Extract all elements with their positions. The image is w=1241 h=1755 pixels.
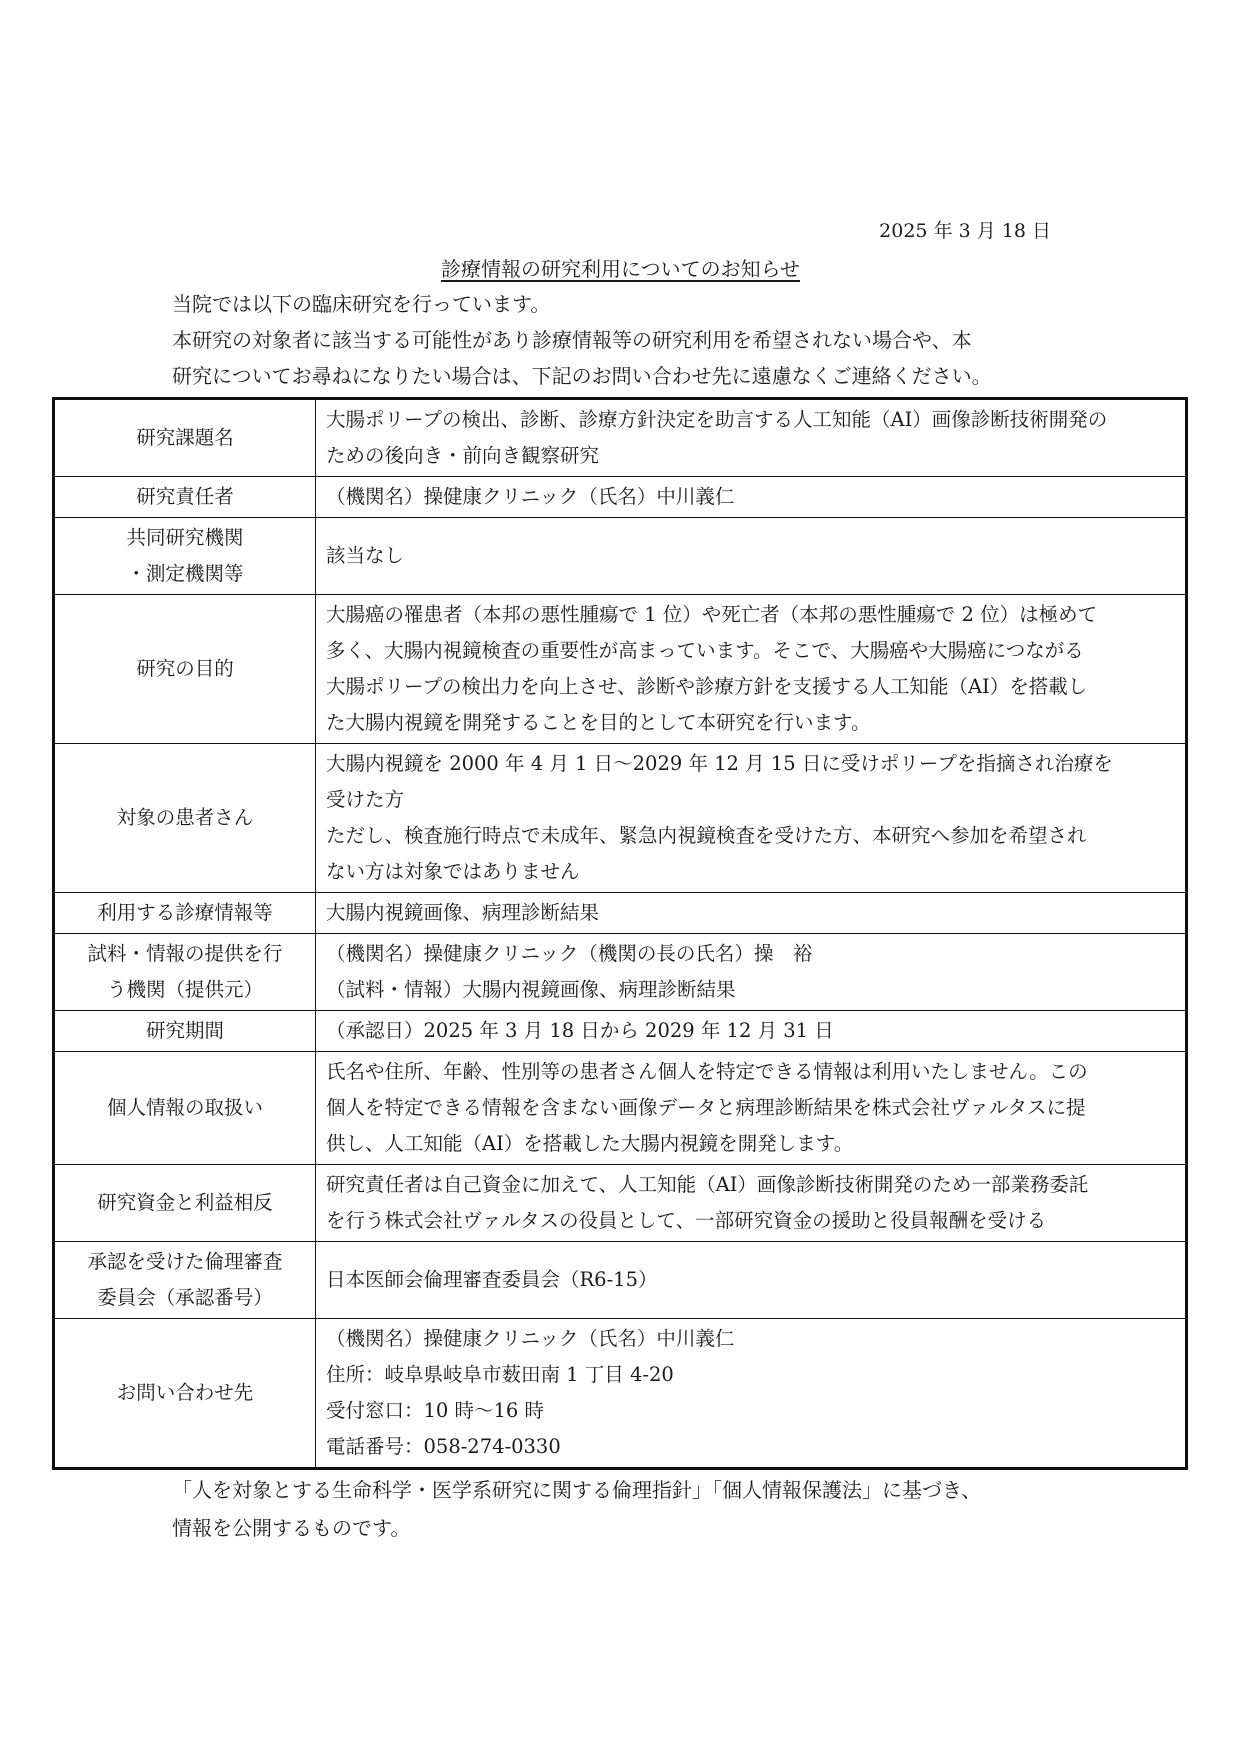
row-label-text: 試料・情報の提供を行 <box>87 942 283 965</box>
row-value-text: （試料・情報）大腸内視鏡画像、病理診断結果 <box>326 978 736 1001</box>
table-row <box>54 518 1187 595</box>
table-row <box>54 893 1187 934</box>
row-label-text: 研究責任者 <box>136 485 234 508</box>
row-value-text: 氏名や住所、年齢、性別等の患者さん個人を特定できる情報は利用いたしません。この <box>326 1060 1088 1083</box>
row-label-cell <box>54 1319 316 1469</box>
row-label-cell <box>54 1165 316 1242</box>
row-value-text: 個人を特定できる情報を含まない画像データと病理診断結果を株式会社ヴァルタスに提 <box>326 1096 1086 1119</box>
row-label-text: う機関（提供元） <box>106 978 263 1001</box>
row-label-cell <box>54 1011 316 1052</box>
row-label-cell <box>54 399 316 477</box>
row-value-cell <box>316 1319 1187 1469</box>
row-label-text: 承認を受けた倫理審査 <box>87 1250 283 1273</box>
intro-line-1: 当院では以下の臨床研究を行っています。 <box>172 292 551 316</box>
row-value-text: ための後向き・前向き観察研究 <box>326 444 600 467</box>
row-label-text: 研究の目的 <box>136 657 234 680</box>
document-date: 2025 年 3 月 18 日 <box>879 220 1051 242</box>
row-value-text: （機関名）操健康クリニック（機関の長の氏名）操 裕 <box>326 942 813 965</box>
footer-line-2: 情報を公開するものです。 <box>172 1516 411 1540</box>
row-value-cell <box>316 934 1187 1011</box>
row-value-cell <box>316 477 1187 518</box>
row-label-text: 研究課題名 <box>136 426 234 449</box>
row-value-text: 電話番号：058-274-0330 <box>326 1435 561 1458</box>
intro-line-2: 本研究の対象者に該当する可能性があり診療情報等の研究利用を希望されない場合や、本 <box>172 328 972 352</box>
row-value-text: ただし、検査施行時点で未成年、緊急内視鏡検査を受けた方、本研究へ参加を希望され <box>326 824 1087 847</box>
row-value-cell <box>316 518 1187 595</box>
row-label-text: 委員会（承認番号） <box>97 1286 273 1309</box>
row-label-cell <box>54 518 316 595</box>
row-value-text: 受付窓口：10 時～16 時 <box>326 1399 545 1422</box>
row-label-cell <box>54 934 316 1011</box>
row-label-text: 対象の患者さん <box>116 806 254 829</box>
row-value-text: を行う株式会社ヴァルタスの役員として、一部研究資金の援助と役員報酬を受ける <box>326 1209 1047 1232</box>
intro-line-3: 研究についてお尋ねになりたい場合は、下記のお問い合わせ先に遠慮なくご連絡ください。 <box>172 364 992 388</box>
footer-note <box>172 1471 1072 1547</box>
row-value-text: 大腸ポリープの検出力を向上させ、診断や診療方針を支援する人工知能（AI）を搭載し <box>326 675 1088 698</box>
row-value-text: 研究責任者は自己資金に加えて、人工知能（AI）画像診断技術開発のため一部業務委託 <box>326 1173 1089 1196</box>
row-label-cell <box>54 595 316 744</box>
row-value-text: （機関名）操健康クリニック（氏名）中川義仁 <box>326 485 735 508</box>
table-row <box>54 1052 1187 1165</box>
row-value-text: 多く、大腸内視鏡検査の重要性が高まっています。そこで、大腸癌や大腸癌につながる <box>326 639 1084 662</box>
row-label-text: 研究期間 <box>145 1019 224 1042</box>
table-row <box>54 1165 1187 1242</box>
row-label-text: 研究資金と利益相反 <box>97 1191 273 1214</box>
row-label-cell <box>54 1052 316 1165</box>
row-value-text: 住所：岐阜県岐阜市薮田南 1 丁目 4-20 <box>326 1363 674 1386</box>
research-info-table-body <box>54 399 1187 1469</box>
row-value-text: （承認日）2025 年 3 月 18 日から 2029 年 12 月 31 日 <box>326 1019 834 1042</box>
intro-paragraph <box>172 286 1072 394</box>
row-value-text: 大腸癌の罹患者（本邦の悪性腫瘍で 1 位）や死亡者（本邦の悪性腫瘍で 2 位）は極めて <box>326 603 1098 626</box>
row-value-text: 日本医師会倫理審査委員会（R6-15） <box>326 1268 658 1291</box>
row-label-cell <box>54 477 316 518</box>
row-value-cell <box>316 595 1187 744</box>
row-value-text: 受けた方 <box>326 788 405 811</box>
research-info-table <box>52 397 1188 1470</box>
row-value-text: 該当なし <box>326 544 405 567</box>
row-value-text: た大腸内視鏡を開発することを目的として本研究を行います。 <box>326 711 871 734</box>
row-label-cell <box>54 744 316 893</box>
row-value-text: 大腸内視鏡画像、病理診断結果 <box>326 901 600 924</box>
table-row <box>54 934 1187 1011</box>
row-value-text: 大腸内視鏡を 2000 年 4 月 1 日～2029 年 12 月 15 日に受けポリープを指摘され治療を <box>326 752 1113 775</box>
row-value-text: ない方は対象ではありません <box>326 860 580 883</box>
row-value-cell <box>316 1242 1187 1319</box>
table-row <box>54 595 1187 744</box>
row-label-text: 個人情報の取扱い <box>106 1096 263 1119</box>
row-label-cell <box>54 1242 316 1319</box>
row-value-cell <box>316 399 1187 477</box>
table-row <box>54 1011 1187 1052</box>
row-value-cell <box>316 1052 1187 1165</box>
row-value-cell <box>316 1165 1187 1242</box>
row-value-text: 供し、人工知能（AI）を搭載した大腸内視鏡を開発します。 <box>326 1132 854 1155</box>
row-value-text: 大腸ポリープの検出、診断、診療方針決定を助言する人工知能（AI）画像診断技術開発の <box>326 408 1108 431</box>
table-row <box>54 1319 1187 1469</box>
table-row <box>54 399 1187 477</box>
row-value-text: （機関名）操健康クリニック（氏名）中川義仁 <box>326 1327 735 1350</box>
table-row <box>54 477 1187 518</box>
row-label-cell <box>54 893 316 934</box>
row-value-cell <box>316 893 1187 934</box>
row-label-text: お問い合わせ先 <box>116 1381 254 1404</box>
row-value-cell <box>316 744 1187 893</box>
table-row <box>54 744 1187 893</box>
footer-line-1: 「人を対象とする生命科学・医学系研究に関する倫理指針」「個人情報保護法」に基づき、 <box>172 1478 982 1502</box>
row-label-text: ・測定機関等 <box>126 562 244 585</box>
table-row <box>54 1242 1187 1319</box>
document-title: 診療情報の研究利用についてのお知らせ <box>441 257 800 281</box>
row-label-text: 共同研究機関 <box>126 526 244 549</box>
row-value-cell <box>316 1011 1187 1052</box>
row-label-text: 利用する診療情報等 <box>97 901 273 924</box>
